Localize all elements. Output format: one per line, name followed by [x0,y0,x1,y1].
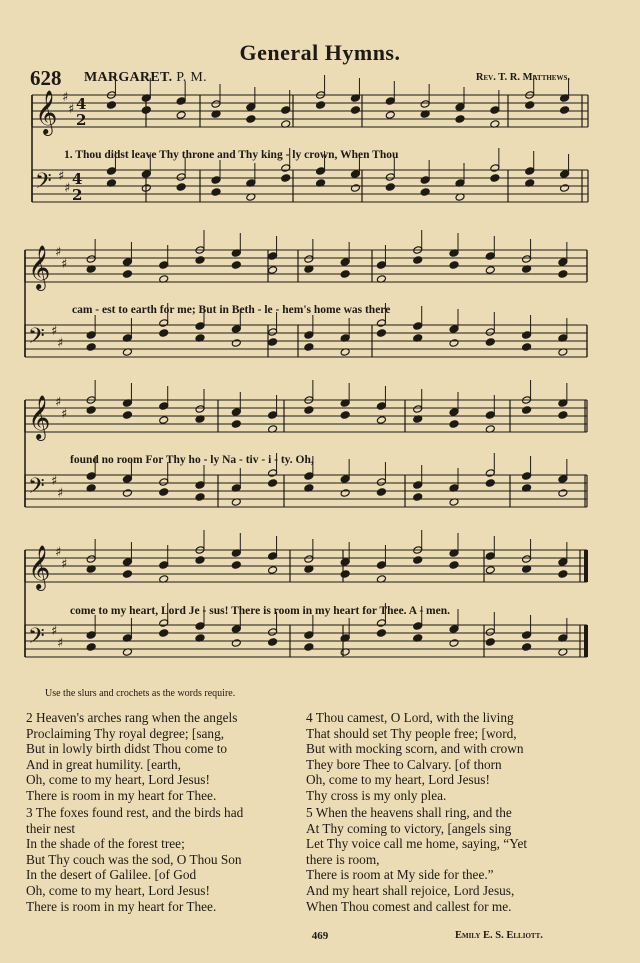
note-head [449,639,459,648]
note-head [231,639,241,648]
note-head [268,266,278,275]
verse-line: At Thy coming to victory, [angels sing [306,820,512,836]
note-head [485,338,495,347]
note-head [176,173,186,182]
note-head [490,106,500,115]
note-head [122,411,132,420]
verse-line: 3 The foxes found rest, and the birds had [26,805,244,820]
treble-clef: 𝄞 [28,395,51,439]
note-head [304,631,314,640]
final-barline [584,550,588,582]
note-head [455,103,465,112]
verse-line: They bore Thee to Calvary. [of thorn [306,756,502,772]
note-head [268,628,278,637]
verse-line: 5 When the heavens shall ring, and the [306,805,512,820]
bass-clef: 𝄢 [35,169,52,199]
note-head [268,552,278,561]
verse-line: But with mocking scorn, and with crown [306,741,524,757]
meter: P. M. [176,70,207,85]
note-head [525,101,535,110]
treble-clef: 𝄞 [28,245,51,289]
note-head [376,561,386,570]
sharp-sign: ♯ [51,624,58,639]
note-head [485,411,495,420]
note-head [558,475,568,484]
sharp-sign: ♯ [51,474,58,489]
sharp-sign: ♯ [57,486,64,501]
note-head [195,322,205,331]
note-head [522,343,532,352]
note-head [449,325,459,334]
note-head [246,103,256,112]
note-head [86,406,96,415]
note-head [560,106,570,115]
hymn-number: 628 [30,66,62,90]
bass-clef: 𝄢 [28,624,45,654]
note-head [304,406,314,415]
verse-3 [26,805,243,914]
note-head [376,329,386,338]
note-head [522,406,532,415]
note-head [316,167,326,176]
note-head [485,266,495,275]
time-signature: 2 [72,186,83,204]
note-head [231,625,241,634]
note-head [413,556,423,565]
note-head [413,481,423,490]
sharp-sign: ♯ [55,245,62,260]
note-head [159,629,169,638]
note-head [231,408,241,417]
note-head [385,173,395,182]
note-head [376,416,386,425]
note-head [195,556,205,565]
note-head [159,319,169,328]
note-head [522,331,532,340]
sharp-sign: ♯ [68,102,75,117]
note-head [376,261,386,270]
lyric-line-1: 1. Thou didst leave Thy throne and Thy king - ly crown, When Thou [64,149,399,161]
sharp-sign: ♯ [64,181,71,196]
note-head [385,97,395,106]
note-head [420,188,430,197]
note-head [449,261,459,270]
note-head [268,469,278,478]
note-head [449,339,459,348]
note-head [211,188,221,197]
note-head [340,411,350,420]
note-head [304,643,314,652]
note-head [376,478,386,487]
note-head [340,258,350,267]
verse-line: There is room in my heart for Thee. [26,787,217,803]
verse-line: Let Thy voice call me home, saying, “Yet [306,836,528,852]
lyric-line-3: found no room For Thy ho - ly Na - tiv - i - ty. Oh, [70,454,314,466]
note-head [304,343,314,352]
note-head [340,270,350,279]
verse-author: Emily E. S. Elliott. [455,930,543,941]
note-head [522,255,532,264]
note-head [558,258,568,267]
note-head [268,338,278,347]
note-head [122,475,132,484]
verse-line: And in great humility. [earth, [26,756,181,772]
note-head [485,328,495,337]
note-head [159,416,169,425]
note-head [86,643,96,652]
verse-line: But in lowly birth didst Thou come to [26,741,228,757]
note-head [122,570,132,579]
verse-line: And my heart shall rejoice, Lord Jesus, [306,882,515,898]
note-head [376,619,386,628]
sharp-sign: ♯ [61,557,68,572]
verse-5 [306,805,527,914]
verse-line: There is room in my heart for Thee. [26,898,217,914]
verse-line: When Thou comest and callest for me. [306,898,512,914]
verse-line: Oh, come to my heart, Lord Jesus! [26,772,210,788]
note-head [304,331,314,340]
note-head [268,638,278,647]
note-head [281,164,291,173]
note-head [485,552,495,561]
note-head [159,619,169,628]
note-head [413,405,423,414]
note-head [86,343,96,352]
note-head [246,115,256,124]
note-head [231,339,241,348]
bass-clef: 𝄢 [28,324,45,354]
page-number: 469 [311,930,329,942]
note-head [231,420,241,429]
note-head [159,488,169,497]
note-head [558,489,568,498]
verse-line: Proclaiming Thy royal degree; [sang, [26,725,225,741]
note-head [316,101,326,110]
note-head [304,472,314,481]
note-head [485,479,495,488]
note-head [176,111,186,120]
note-head [413,493,423,502]
verse-line: Oh, come to my heart, Lord Jesus! [26,882,210,898]
sharp-sign: ♯ [55,395,62,410]
note-head [485,469,495,478]
note-head [490,174,500,183]
note-head [195,405,205,414]
note-head [560,170,570,179]
note-head [86,331,96,340]
note-head [340,475,350,484]
verse-2 [26,710,237,804]
treble-clef: 𝄞 [28,545,51,589]
note-head [413,622,423,631]
note-head [485,638,495,647]
note-head [558,558,568,567]
note-head [141,106,151,115]
note-head [106,167,116,176]
verse-line: there is room, [306,851,380,867]
note-head [560,184,570,193]
note-head [420,176,430,185]
bass-clef: 𝄢 [28,474,45,504]
note-head [159,402,169,411]
footnote: Use the slurs and crochets as the words require. [45,688,236,699]
note-head [522,643,532,652]
note-head [558,270,568,279]
verse-line: In the desert of Galilee. [of God [26,867,197,883]
note-head [86,255,96,264]
note-head [281,174,291,183]
note-head [159,478,169,487]
note-head [558,570,568,579]
note-head [413,256,423,265]
verse-line: But Thy couch was the sod, O Thou Son [26,851,242,867]
note-head [525,167,535,176]
note-head [86,631,96,640]
time-signature: 2 [76,111,87,129]
verse-line: Oh, come to my heart, Lord Jesus! [306,772,490,788]
note-head [268,328,278,337]
note-head [122,489,132,498]
verse-line: 2 Heaven's arches rang when the angels [26,710,238,725]
sharp-sign: ♯ [55,545,62,560]
note-head [485,566,495,575]
verse-line: Thy cross is my only plea. [306,787,447,803]
note-head [195,493,205,502]
sharp-sign: ♯ [61,257,68,272]
note-head [558,411,568,420]
note-head [86,472,96,481]
time-signature: 4 [72,170,83,188]
note-head [268,566,278,575]
note-head [268,479,278,488]
sharp-sign: ♯ [57,336,64,351]
note-head [195,256,205,265]
note-head [176,97,186,106]
verse-line: That should set Thy people free; [word, [306,725,517,741]
note-head [340,489,350,498]
note-head [106,101,116,110]
section-title: General Hymns. [239,40,401,65]
sharp-sign: ♯ [57,636,64,651]
note-head [304,555,314,564]
note-head [340,558,350,567]
note-head [449,561,459,570]
note-head [211,176,221,185]
note-head [376,402,386,411]
note-head [385,111,395,120]
verse-line: In the shade of the forest tree; [26,836,185,852]
lyric-line-4: come to my heart, Lord Je - sus! There is room in my heart for Thee. A - men. [70,605,450,617]
note-head [485,628,495,637]
note-head [376,319,386,328]
note-head [350,170,360,179]
note-head [195,481,205,490]
note-head [522,631,532,640]
note-head [122,258,132,267]
note-head [176,183,186,192]
note-head [449,408,459,417]
note-head [522,555,532,564]
note-head [281,106,291,115]
verse-4 [306,710,524,804]
note-head [122,270,132,279]
note-head [490,164,500,173]
note-head [376,629,386,638]
note-head [350,106,360,115]
note-head [159,329,169,338]
sharp-sign: ♯ [58,169,65,184]
note-head [376,488,386,497]
note-head [211,100,221,109]
note-head [449,625,459,634]
note-head [268,411,278,420]
note-head [86,555,96,564]
note-head [413,322,423,331]
note-head [420,100,430,109]
verse-line: 4 Thou camest, O Lord, with the living [306,710,514,725]
note-head [122,558,132,567]
note-head [340,570,350,579]
treble-clef: 𝄞 [35,90,58,134]
note-head [449,420,459,429]
final-barline [584,625,588,657]
note-head [485,252,495,261]
note-head [522,472,532,481]
note-head [231,325,241,334]
note-head [304,255,314,264]
lyric-line-2: cam - est to earth for me; But in Beth - le - hem's home was there [72,304,391,316]
note-head [455,115,465,124]
sharp-sign: ♯ [61,407,68,422]
note-head [195,622,205,631]
note-head [385,183,395,192]
tune-title: MARGARET. [84,70,173,85]
note-head [159,261,169,270]
note-head [231,261,241,270]
sharp-sign: ♯ [62,90,69,105]
note-head [268,252,278,261]
verse-line: There is room at My side for thee.” [306,867,494,883]
note-head [159,561,169,570]
verse-line: their nest [26,820,76,836]
note-head [350,184,360,193]
time-signature: 4 [76,95,87,113]
composer: Rev. T. R. Matthews. [475,72,570,83]
note-head [141,170,151,179]
note-head [231,561,241,570]
sharp-sign: ♯ [51,324,58,339]
